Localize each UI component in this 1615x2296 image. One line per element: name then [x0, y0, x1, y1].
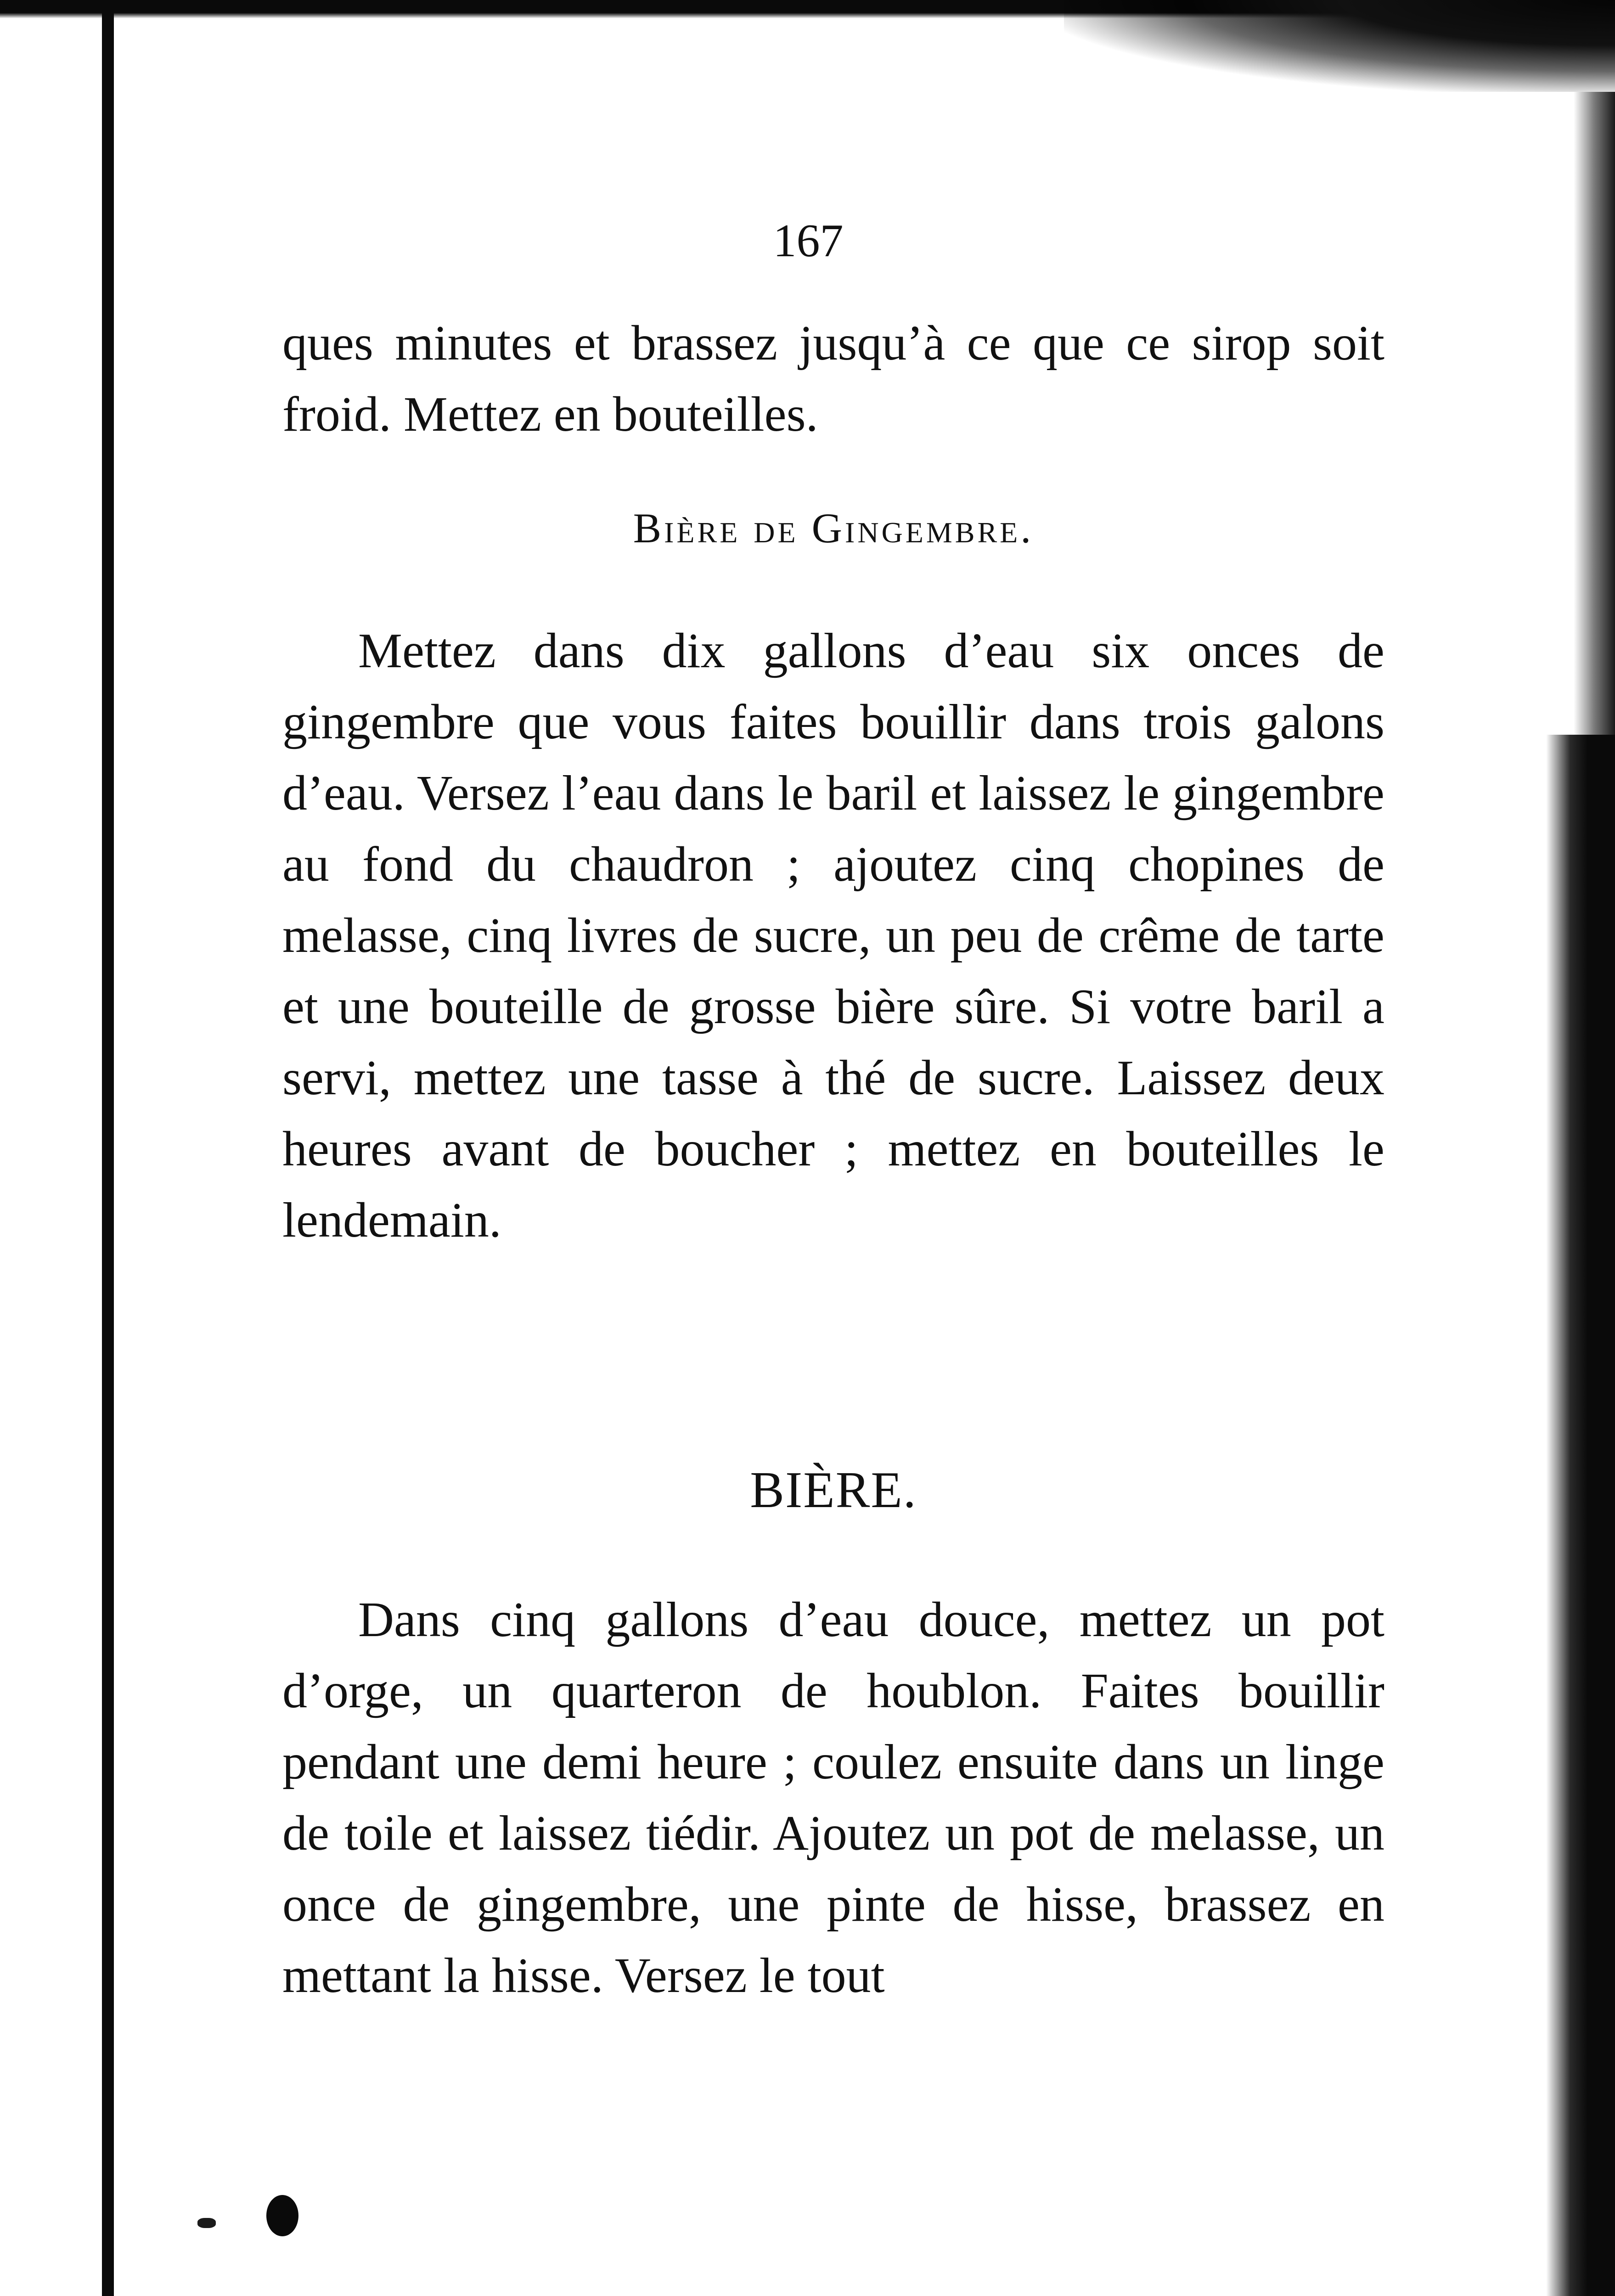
ginger-beer-text: Mettez dans dix gallons d’eau six onces de gingembre que vous faites bouillir dans trois galons d’eau. Versez l’eau dans le baril et laissez le gingembre au fond du chaudron ; ajoutez cinq chopines de melasse, cinq livres de sucre, un peu de crême de tarte et une bouteille de grosse bière sûre. Si votre baril a servi, mettez une tasse à thé de sucre. Laissez deux heures avant de boucher ; mettez en bouteilles le lendemain.: [282, 624, 1384, 1248]
scan-shadow-top-right: [1064, 0, 1615, 92]
page-number: 167: [773, 215, 844, 267]
section-heading-beer: BIÈRE.: [750, 1462, 917, 1519]
continuation-paragraph: [282, 308, 1384, 450]
ink-speck: [197, 2218, 216, 2228]
scan-shadow-right: [1546, 735, 1615, 2296]
scan-border-left: [102, 0, 114, 2296]
ginger-beer-paragraph: [282, 615, 1384, 1256]
beer-text: Dans cinq gallons d’eau douce, mettez un pot d’orge, un quarteron de houblon. Faites bouillir pendant une demi heure ; coulez ensuite dans un linge de toile et laissez tiédir. Ajoutez un pot de melasse, un once de gingembre, une pinte de hisse, brassez en mettant la hisse. Versez le tout: [282, 1593, 1384, 2003]
scan-shadow-right-upper: [1574, 92, 1615, 735]
beer-paragraph: [282, 1584, 1384, 2011]
ink-blot: [266, 2195, 298, 2236]
continuation-text: ques minutes et brassez jusqu’à ce que ce sirop soit froid. Mettez en bouteilles.: [282, 316, 1384, 442]
section-heading-ginger-beer: Bière de Gingembre.: [633, 505, 1034, 551]
